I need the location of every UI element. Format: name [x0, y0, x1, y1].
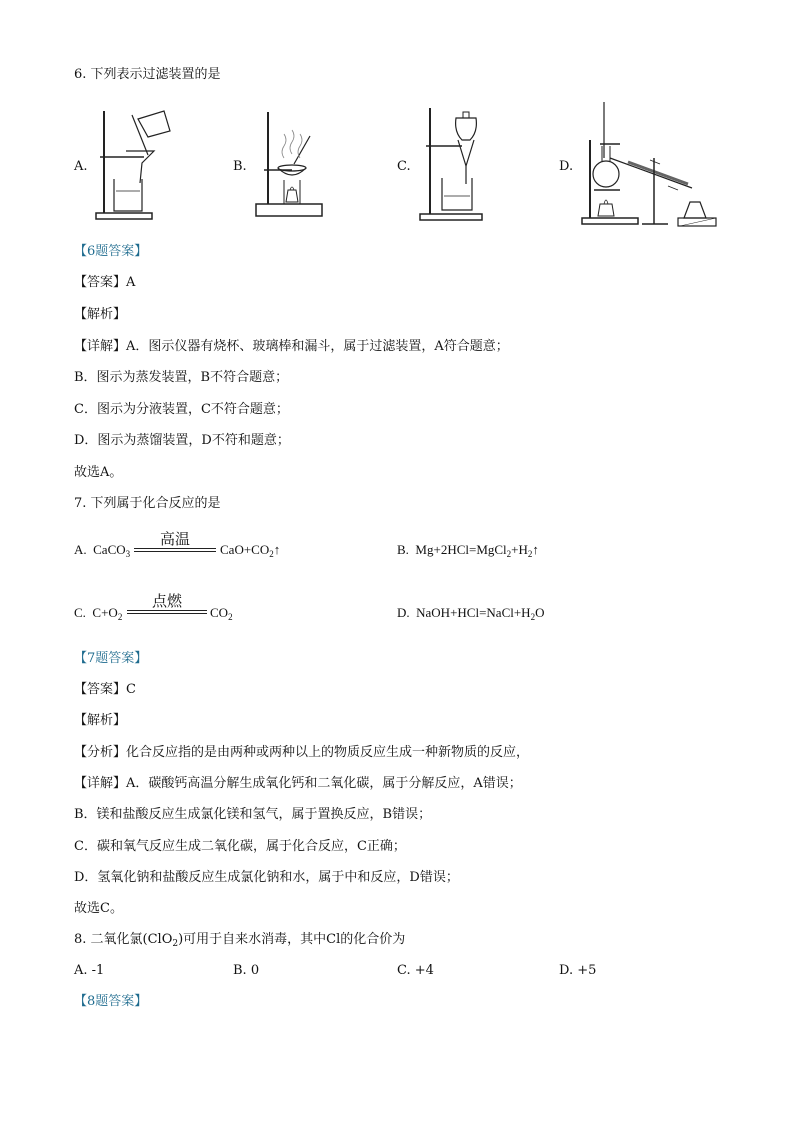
q7-c-reactant: C+O — [92, 605, 118, 620]
q8-question-part2: )可用于自来水消毒，其中Cl的化合价为 — [178, 932, 406, 947]
q6-detail-line: 【详解】A．图示仪器有烧杯、玻璃棒和漏斗，属于过滤装置，A符合题意； — [74, 339, 509, 354]
q7-option-a — [74, 541, 130, 559]
q7-detail-line: B．镁和盐酸反应生成氯化镁和氢气，属于置换反应，B错误； — [74, 807, 432, 822]
q7-detail-line: D．氢氧化钠和盐酸反应生成氯化钠和水，属于中和反应，D错误； — [74, 870, 459, 885]
q8-question-part1: 8. 二氧化氯(ClO — [74, 932, 173, 947]
q6-option-b-label: B. — [233, 159, 247, 174]
separatory-funnel-figure — [416, 104, 490, 222]
q8-option-d: D. +5 — [559, 963, 597, 978]
q7-d-sub1: 2 — [530, 612, 536, 622]
q7-option-c — [74, 604, 122, 622]
q7-d-part2: O — [535, 605, 545, 620]
q8-question — [74, 931, 405, 949]
q7-c-product-sub: 2 — [228, 612, 233, 622]
q7-option-b — [397, 541, 539, 559]
q8-option-a: A. -1 — [74, 963, 105, 978]
q8-answer-header: 【8题答案】 — [74, 994, 148, 1009]
q6-answer-header: 【6题答案】 — [74, 244, 148, 259]
q6-detail-line: B．图示为蒸发装置，B不符合题意； — [74, 370, 289, 385]
q6-option-c-label: C. — [397, 159, 411, 174]
q7-b-part1: Mg+2HCl=MgCl — [415, 542, 507, 557]
q6-option-a-label: A. — [74, 159, 88, 174]
filtration-apparatus-figure — [92, 105, 174, 223]
q6-detail-line: D．图示为蒸馏装置，D不符和题意； — [74, 433, 290, 448]
q7-a-products — [220, 541, 280, 559]
q7-detail-line: C．碳和氧气反应生成二氧化碳，属于化合反应，C正确； — [74, 839, 406, 854]
distillation-apparatus-figure — [580, 100, 720, 228]
q7-b-sub1: 2 — [506, 549, 512, 559]
q7-option-b-label: B. — [397, 542, 409, 557]
q7-question: 7. 下列属于化合反应的是 — [74, 496, 221, 511]
q7-c-equals-bar — [127, 610, 207, 614]
gas-arrow-icon: ↑ — [273, 542, 281, 557]
q7-a-product: CaO+CO — [220, 542, 270, 557]
q7-b-sub2: 2 — [527, 549, 533, 559]
q7-answer-header: 【7题答案】 — [74, 651, 148, 666]
q7-a-reactant: CaCO — [93, 542, 126, 557]
gas-arrow-icon: ↑ — [532, 542, 539, 557]
q7-c-product: CO — [210, 605, 229, 620]
q8-option-b: B. 0 — [233, 963, 260, 978]
q7-option-c-label: C. — [74, 605, 86, 620]
q7-a-equals-bar — [134, 548, 216, 552]
q7-analysis-header: 【解析】 — [74, 713, 127, 728]
q8-question-sub: 2 — [172, 939, 179, 949]
q7-a-condition: 高温 — [159, 530, 190, 548]
q6-option-d-label: D. — [559, 159, 574, 174]
q7-c-product-group — [210, 604, 233, 622]
q7-option-d — [397, 604, 544, 622]
q7-b-part2: +H — [511, 542, 528, 557]
q6-detail-line: C．图示为分液装置，C不符合题意； — [74, 402, 289, 417]
q6-analysis-header: 【解析】 — [74, 307, 127, 322]
q7-detail-line: 故选C。 — [74, 901, 123, 916]
q7-d-part1: NaOH+HCl=NaCl+H — [416, 605, 531, 620]
q7-a-product-sub: 2 — [269, 549, 274, 559]
q6-question: 6. 下列表示过滤装置的是 — [74, 67, 221, 82]
q7-detail-line: 【分析】化合反应指的是由两种或两种以上的物质反应生成一种新物质的反应， — [74, 745, 530, 760]
q8-option-c: C. +4 — [397, 963, 434, 978]
q6-detail-line: 故选A。 — [74, 465, 123, 480]
q7-c-reactant-sub: 2 — [117, 612, 123, 622]
q6-answer: 【答案】A — [74, 275, 136, 290]
q7-c-condition: 点燃 — [151, 592, 182, 610]
q7-answer: 【答案】C — [74, 682, 136, 697]
q7-option-d-label: D. — [397, 605, 410, 620]
q7-option-a-label: A. — [74, 542, 87, 557]
q7-detail-line: 【详解】A．碳酸钙高温分解生成氧化钙和二氧化碳，属于分解反应，A错误； — [74, 776, 522, 791]
q7-a-reactant-sub: 3 — [125, 549, 131, 559]
evaporation-apparatus-figure — [254, 108, 324, 220]
